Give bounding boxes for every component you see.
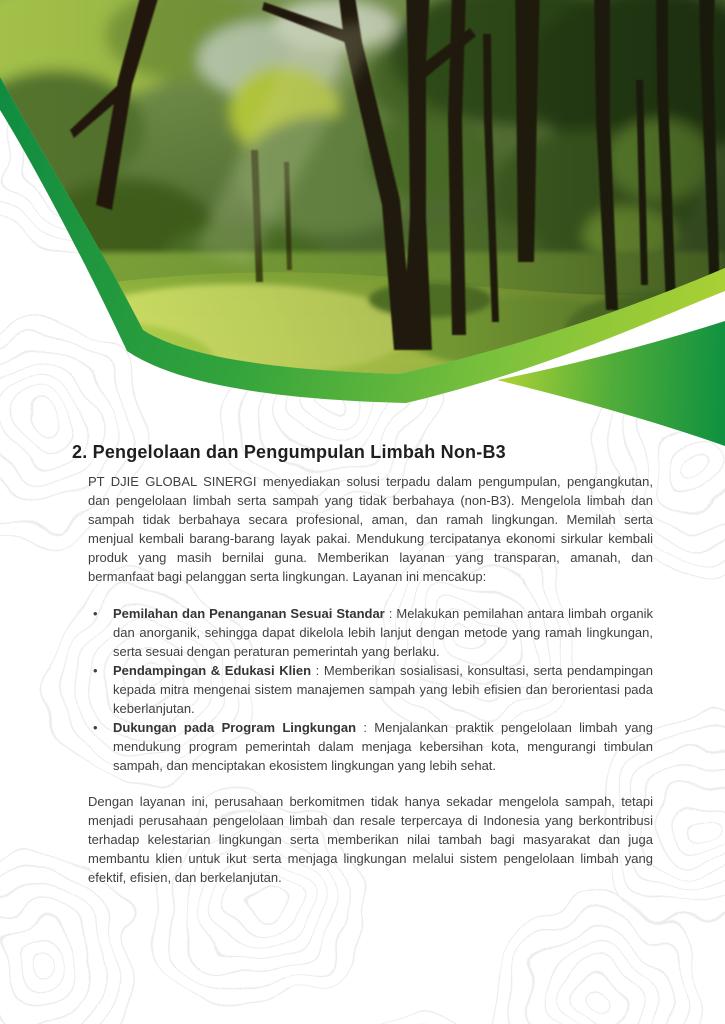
service-text: Memberikan sosialisasi, konsultasi, serta pendampingan kepada mitra mengenai sistem manajemen sampah yang lebih efisien dan berorientasi pada keberlanjutan. <box>113 663 653 716</box>
bullet-icon: • <box>93 606 98 621</box>
service-item <box>88 661 653 718</box>
service-title: Pemilahan dan Penanganan Sesuai Standar <box>113 606 385 621</box>
service-separator: : <box>384 606 397 621</box>
intro-paragraph: PT DJIE GLOBAL SINERGI menyediakan solusi terpadu dalam pengumpulan, pengangkutan, dan pengelolaan limbah serta sampah yang tidak berbahaya (non-B3). Mengelola limbah dan sampah tidak berbahaya secara profesional, aman, dan ramah lingkungan. Memilah serta menjual kembali barang-barang layak pakai. Mendukung tercipatanya ekonomi sirkular kembali produk yang masih bernilai guna. Memberikan layanan yang transparan, amanah, dan bermanfaat bagi pelanggan serta lingkungan. Layanan ini mencakup: <box>88 474 653 584</box>
service-item <box>88 604 653 661</box>
hero-banner <box>0 0 725 470</box>
service-text: Menjalankan praktik pengelolaan limbah yang mendukung program pemerintah dalam menjaga kebersihan kota, mengurangi timbulan sampah, dan menciptakan ekosistem lingkungan yang lebih sehat. <box>113 720 653 773</box>
bullet-icon: • <box>93 663 98 678</box>
section-heading: 2. Pengelolaan dan Pengumpulan Limbah Non-B3 <box>72 442 506 462</box>
service-separator: : <box>311 663 324 678</box>
service-title: Pendampingan & Edukasi Klien <box>113 663 312 678</box>
service-separator: : <box>356 720 375 735</box>
section-content <box>72 441 662 887</box>
bullet-icon: • <box>93 720 98 735</box>
service-text: Melakukan pemilahan antara limbah organik dan anorganik, sehingga dapat dikelola lebih lanjut dengan metode yang ramah lingkungan, serta sesuai dengan peraturan pemerintah yang berlaku. <box>113 606 653 659</box>
services-list <box>88 604 653 775</box>
closing-paragraph: Dengan layanan ini, perusahaan berkomitmen tidak hanya sekadar mengelola sampah, tetapi menjadi perusahaan pengelolaan limbah dan resale terpercaya di Indonesia yang berkontribusi terhadap kelestarian lingkungan serta memberikan nilai tambah bagi masyarakat dan juga membantu klien untuk ikut serta menjaga lingkungan melalui sistem pengelolaan limbah yang efektif, efisien, dan berkelanjutan. <box>88 794 653 885</box>
service-title: Dukungan pada Program Lingkungan <box>113 720 357 735</box>
service-item <box>88 718 653 775</box>
